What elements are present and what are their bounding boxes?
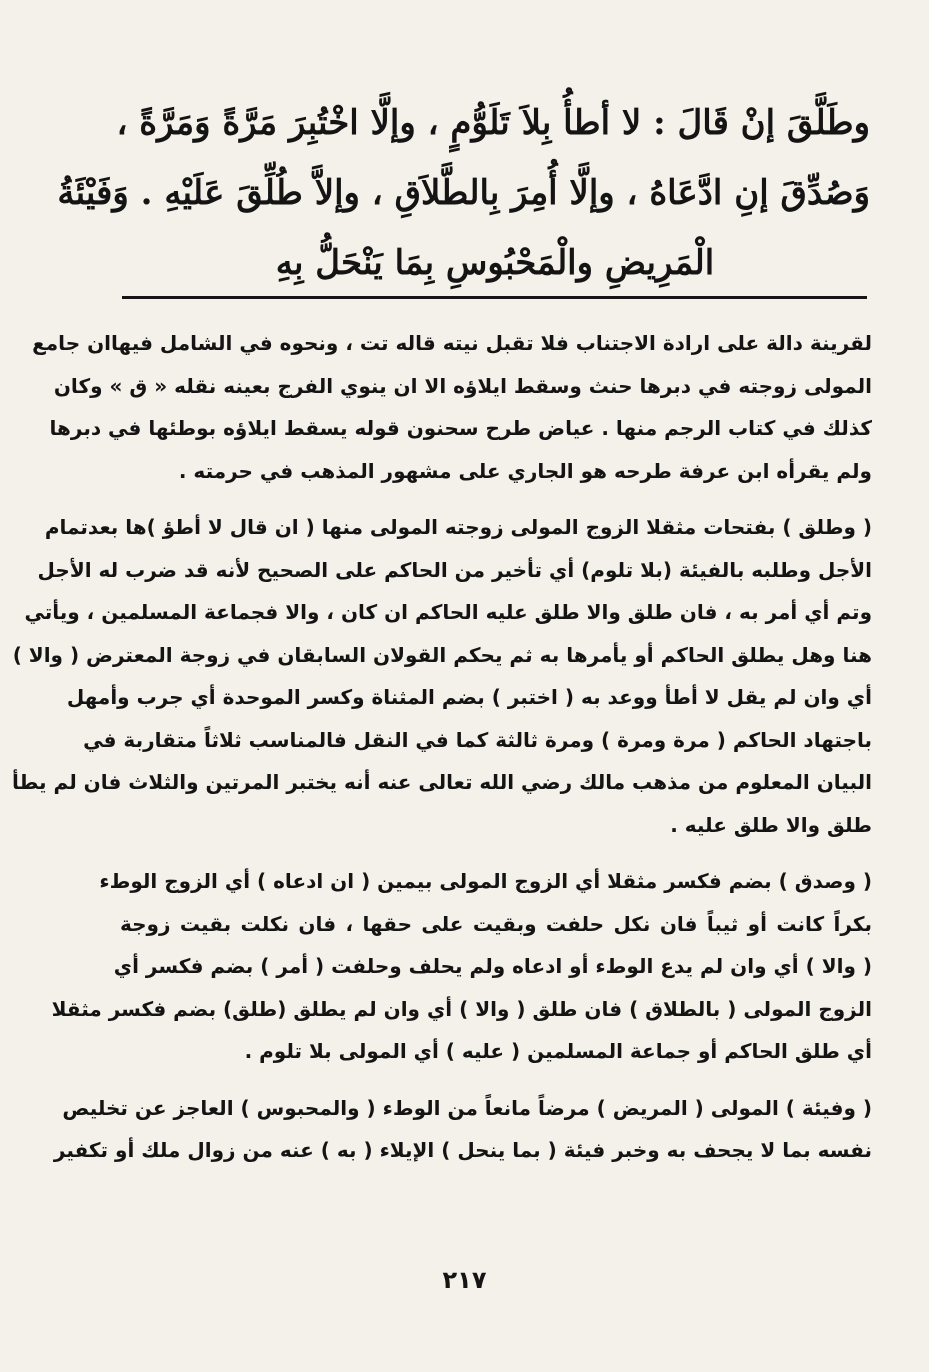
commentary-line: ( وفيئة ) المولى ( المريض ) مرضاً مانعاً من الوطء ( والمحبوس ) العاجز عن تخليص [62, 1095, 872, 1120]
commentary-line: بكراً كانت أو ثيباً فان نكل حلفت وبقيت على حقها ، فان نكلت بقيت زوجة [120, 911, 872, 936]
commentary-line: الزوج المولى ( بالطلاق ) فان طلق ( والا ) أي وان لم يطلق (طلق) بضم فكسر مثقلا [51, 996, 872, 1021]
commentary-text [12, 322, 872, 1186]
separator-rule [122, 296, 867, 299]
commentary-paragraph [12, 506, 872, 846]
matn-line: وَصُدِّقَ إنِ ادَّعَاهُ ، وإلَّا أُمِرَ بِالطَّلاَقِ ، وإلاَّ طُلِّقَ عَلَيْهِ . وَفَيْئَةُ [57, 173, 870, 213]
commentary-line: ( وصدق ) بضم فكسر مثقلا أي الزوج المولى بيمين ( ان ادعاه ) أي الزوج الوطء [99, 869, 872, 893]
matn-line: وطَلَّقَ إنْ قَالَ : لا أطأُ بِلاَ تَلَوُّمٍ ، وإلَّا اخْتُبِرَ مَرَّةً وَمَرَّةً ، [116, 103, 870, 143]
commentary-line: ( وطلق ) بفتحات مثقلا الزوج المولى زوجته المولى منها ( ان قال لا أطؤ )ها بعدتمام [44, 515, 872, 539]
commentary-line: طلق والا طلق عليه . [670, 812, 872, 837]
commentary-line: هنا وهل يطلق الحاكم أو يأمرها به ثم يحكم القولان السابقان في زوجة المعترض ( والا ) [12, 642, 872, 667]
commentary-paragraph [51, 860, 872, 1073]
commentary-line: ( والا ) أي وان لم يدع الوطء أو ادعاه ولم يحلف وحلفت ( أمر ) بضم فكسر أي [113, 954, 872, 978]
commentary-line: كذلك في كتاب الرجم منها . عياض طرح سحنون قوله يسقط ايلاؤه بوطئها في دبرها [49, 416, 872, 440]
commentary-line: وتم أي أمر به ، فان طلق والا طلق عليه الحاكم ان كان ، والا فجماعة المسلمين ، ويأتي [24, 600, 872, 624]
commentary-line: ولم يقرأه ابن عرفة طرحه هو الجاري على مشهور المذهب في حرمته . [178, 458, 872, 483]
page-number: ٢١٧ [442, 1266, 487, 1294]
commentary-paragraph [53, 1087, 872, 1172]
commentary-line: الأجل وطلبه بالفيئة (بلا تلوم) أي تأخير من الحاكم على الصحيح لأنه قد ضرب له الأجل [37, 557, 872, 582]
commentary-line: أي وان لم يقل لا أطأ ووعد به ( اختبر ) بضم المثناة وكسر الموحدة أي جرب وأمهل [66, 685, 872, 709]
commentary-line: باجتهاد الحاكم ( مرة ومرة ) ومرة ثالثة كما في النقل فالمناسب ثلاثاً متقاربة في [83, 727, 872, 752]
commentary-line: نفسه بما لا يجحف به وخبر فيئة ( بما ينحل ) الإيلاء ( به ) عنه من زوال ملك أو تكفير [53, 1138, 872, 1162]
commentary-line: البيان المعلوم من مذهب مالك رضي الله تعالى عنه أنه يختبر المرتين والثلاث فان لم يطأ [12, 770, 872, 794]
matn-line: الْمَرِيضِ والْمَحْبُوسِ بِمَا يَنْحَلُّ بِهِ [275, 243, 715, 283]
matn-text [57, 88, 870, 298]
commentary-line: المولى زوجته في دبرها حنث وسقط ايلاؤه الا ان ينوي الفرج بعينه نقله « ق » وكان [53, 373, 872, 398]
commentary-line: لقرينة دالة على ارادة الاجتناب فلا تقبل نيته قاله تت ، ونحوه في الشامل فيهاان جامع [32, 331, 872, 355]
commentary-paragraph [32, 322, 872, 492]
commentary-line: أي طلق الحاكم أو جماعة المسلمين ( عليه ) أي المولى بلا تلوم . [244, 1039, 872, 1063]
